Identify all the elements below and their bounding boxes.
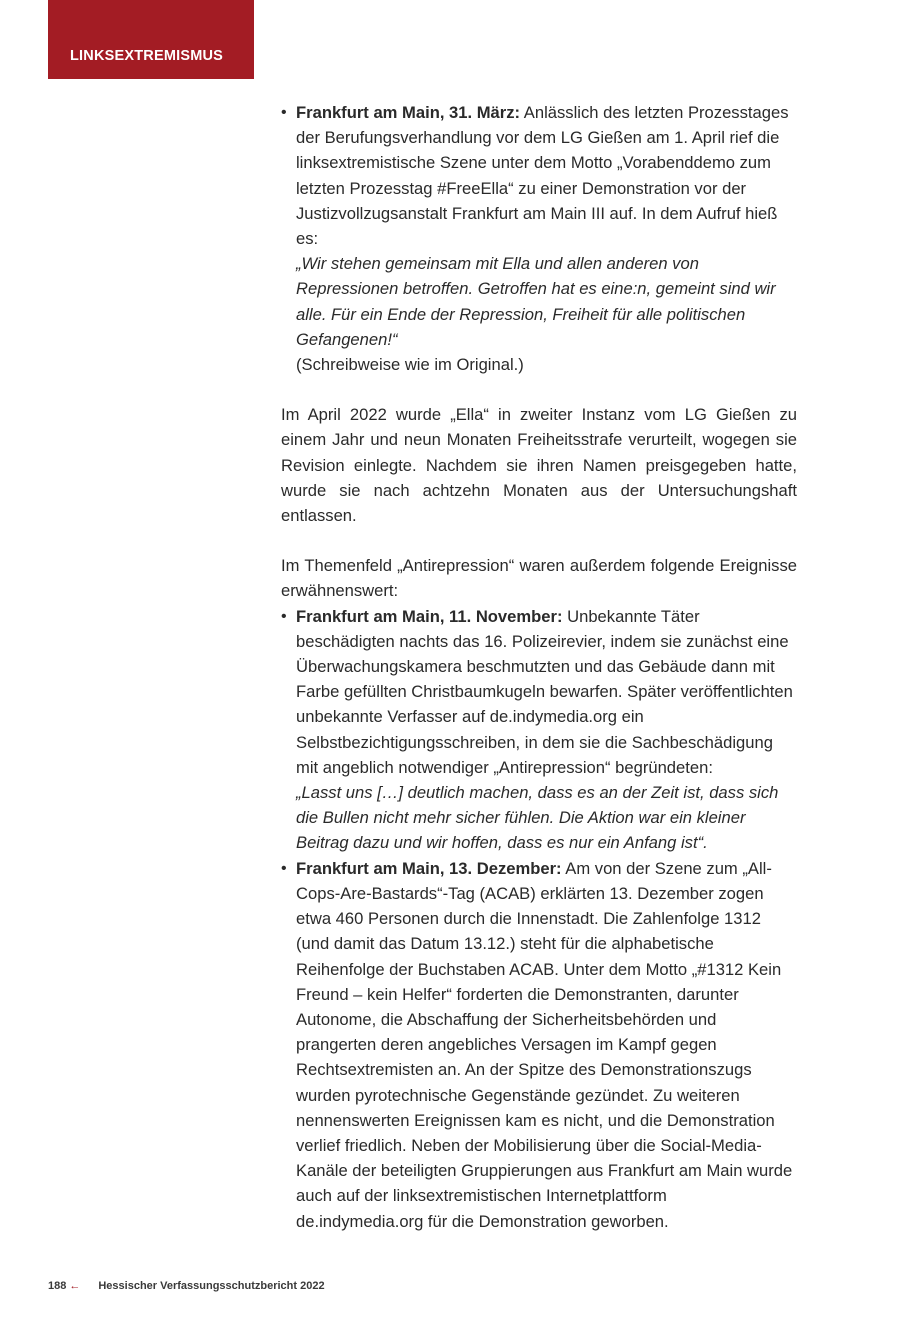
item-lead: Frankfurt am Main, 11. November:: [296, 606, 563, 626]
arrow-left-icon: ←: [69, 1280, 81, 1292]
item-note: (Schreibweise wie im Original.): [296, 355, 524, 375]
item-text: Am von der Szene zum „All-Cops-Are-Bastards“-Tag (ACAB) erklärten 13. Dezember zogen etwa 460 Personen durch die Innenstadt. Die Zahlenfolge 1312 (und damit das Datum 13.12.) steht für die alphabetische Reihenfolge der Buchstaben ACAB. Unter dem Motto „#1312 Kein Freund – kein Helfer“ forderten die Demonstranten, darunter Autonome, die Abschaffung der Sicherheitsbehörden und prangerten deren angebliches Versagen im Kampf gegen Rechtsextremisten an. An der Spitze des Demonstrationszugs wurden pyrotechnische Gegenstände gezündet. Zu weiteren nennenswerten Ereignissen kam es nicht, und die Demonstration verlief friedlich. Neben der Mobilisierung über die Social-Media-Kanäle der beteiligten Gruppierungen aus Frankfurt am Main wurde auch auf der linksextremistischen Internetplattform de.indymedia.org für die Demonstration geworben.: [296, 858, 793, 1231]
event-list-1: [281, 100, 797, 377]
page-number: 188: [48, 1280, 67, 1292]
list-item: [281, 100, 797, 377]
bullet-icon: •: [281, 104, 287, 121]
item-text: Unbekannte Täter beschädigten nachts das 16. Polizeirevier, indem sie zunächst eine Überwachungskamera beschmutzten und das Gebäude dann mit Farbe gefüllten Christbaumkugeln bewarfen. Später veröffentlichten unbekannte Verfasser auf de.indymedia.org ein Selbstbezichtigungsschreiben, in dem sie die Sachbeschädigung mit angeblich notwendiger „Antirepression“ begründeten:: [296, 606, 793, 777]
section-header-tab: [48, 0, 254, 79]
document-title: Hessischer Verfassungsschutzbericht 2022: [98, 1280, 325, 1292]
paragraph: Im April 2022 wurde „Ella“ in zweiter Instanz vom LG Gießen zu einem Jahr und neun Monaten Freiheitsstrafe verurteilt, wogegen sie Revision einlegte. Nachdem sie ihren Namen preisgegeben hatte, wurde sie nach achtzehn Monaten aus der Untersuchungshaft entlassen.: [281, 405, 797, 526]
item-text: Anlässlich des letzten Prozesstages der Berufungsverhandlung vor dem LG Gießen am 1. April rief die linksextremistische Szene unter dem Motto „Vorabenddemo zum letzten Prozesstag #FreeElla“ zu einer Demonstration vor der Justizvollzugsanstalt Frankfurt am Main III auf. In dem Aufruf hieß es:: [296, 103, 789, 249]
list-item: [281, 604, 797, 856]
bullet-icon: •: [281, 859, 287, 877]
main-content: [281, 100, 797, 1234]
item-lead: Frankfurt am Main, 13. Dezember:: [296, 858, 562, 878]
item-lead: Frankfurt am Main, 31. März:: [296, 103, 521, 122]
list-item: [281, 856, 797, 1234]
item-quote: „Lasst uns […] deutlich machen, dass es an der Zeit ist, dass sich die Bullen nicht mehr sicher fühlen. Die Aktion war ein kleiner Beitrag dazu und wir hoffen, dass es nur ein Anfang ist“.: [296, 783, 779, 853]
section-label: LINKSEXTREMISMUS: [70, 48, 224, 64]
event-list-2: [281, 604, 797, 1234]
bullet-icon: •: [281, 607, 287, 625]
item-quote: „Wir stehen gemeinsam mit Ella und allen anderen von Repressionen betroffen. Getroffen hat es eine:n, gemeint sind wir alle. Für ein Ende der Repression, Freiheit für alle politischen Gefangenen!“: [296, 254, 776, 349]
page-footer: [48, 1278, 325, 1294]
paragraph: Im Themenfeld „Antirepression“ waren außerdem folgende Ereignisse erwähnenswert:: [281, 556, 797, 601]
